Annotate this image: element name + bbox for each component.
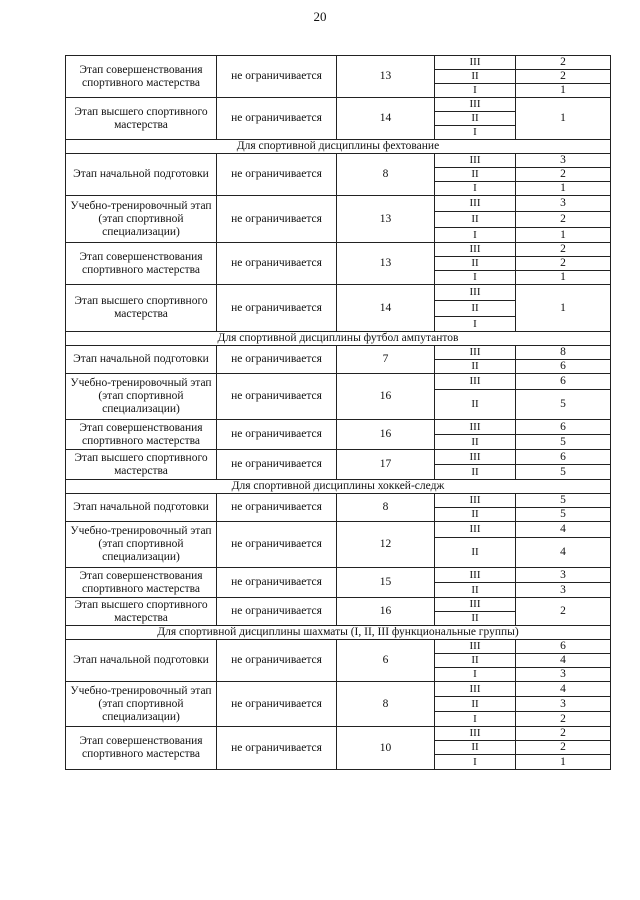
section-header: Для спортивной дисциплины хоккей-следж (66, 480, 611, 494)
class-cell: III (435, 374, 516, 390)
stage-cell: Этап начальной подготовки (66, 494, 217, 522)
value-cell: 5 (516, 465, 611, 480)
section-header: Для спортивной дисциплины фехтование (66, 140, 611, 154)
age-cell: 12 (337, 522, 435, 568)
page-number: 20 (313, 9, 327, 24)
class-cell: III (435, 568, 516, 583)
class-cell: I (435, 668, 516, 682)
limit-cell: не ограничивается (217, 598, 337, 626)
limit-cell: не ограничивается (217, 568, 337, 598)
limit-cell: не ограничивается (217, 243, 337, 285)
value-cell: 5 (516, 508, 611, 522)
value-cell: 6 (516, 450, 611, 465)
table-row (66, 568, 611, 583)
sports-stages-table (65, 55, 611, 770)
value-cell: 3 (516, 697, 611, 712)
stage-cell: Этап начальной подготовки (66, 640, 217, 682)
age-cell: 8 (337, 682, 435, 727)
class-cell: III (435, 420, 516, 435)
limit-cell: не ограничивается (217, 374, 337, 420)
table-row (66, 450, 611, 465)
stage-cell: Учебно-тренировочный этап (этап спортивной специализации) (66, 374, 217, 420)
stage-cell: Учебно-тренировочный этап (этап спортивной специализации) (66, 196, 217, 243)
class-cell: III (435, 98, 516, 112)
value-cell: 6 (516, 374, 611, 390)
value-cell: 4 (516, 682, 611, 697)
section-header: Для спортивной дисциплины шахматы (I, II, III функциональные группы) (66, 626, 611, 640)
value-cell: 1 (516, 285, 611, 332)
stage-cell: Этап совершенствования спортивного мастерства (66, 727, 217, 770)
stage-cell: Этап совершенствования спортивного мастерства (66, 568, 217, 598)
class-cell: II (435, 697, 516, 712)
table-row (66, 522, 611, 538)
class-cell: I (435, 182, 516, 196)
class-cell: III (435, 522, 516, 538)
class-cell: II (435, 508, 516, 522)
value-cell: 2 (516, 56, 611, 70)
stage-cell: Учебно-тренировочный этап (этап спортивной специализации) (66, 682, 217, 727)
class-cell: I (435, 84, 516, 98)
stage-cell: Учебно-тренировочный этап (этап спортивной специализации) (66, 522, 217, 568)
class-cell: I (435, 712, 516, 727)
class-cell: II (435, 360, 516, 374)
age-cell: 16 (337, 598, 435, 626)
value-cell: 5 (516, 494, 611, 508)
class-cell: III (435, 346, 516, 360)
table-row (66, 598, 611, 612)
limit-cell: не ограничивается (217, 522, 337, 568)
limit-cell: не ограничивается (217, 196, 337, 243)
stage-cell: Этап совершенствования спортивного мастерства (66, 56, 217, 98)
limit-cell: не ограничивается (217, 154, 337, 196)
class-cell: I (435, 126, 516, 140)
table-row (66, 494, 611, 508)
stage-cell: Этап совершенствования спортивного мастерства (66, 243, 217, 285)
value-cell: 3 (516, 154, 611, 168)
limit-cell: не ограничивается (217, 682, 337, 727)
age-cell: 8 (337, 154, 435, 196)
class-cell: II (435, 465, 516, 480)
class-cell: III (435, 243, 516, 257)
stage-cell: Этап начальной подготовки (66, 154, 217, 196)
value-cell: 4 (516, 538, 611, 568)
age-cell: 15 (337, 568, 435, 598)
value-cell: 2 (516, 727, 611, 741)
value-cell: 3 (516, 196, 611, 212)
table-row (66, 98, 611, 112)
stage-cell: Этап высшего спортивного мастерства (66, 598, 217, 626)
limit-cell: не ограничивается (217, 56, 337, 98)
class-cell: II (435, 654, 516, 668)
stage-cell: Этап высшего спортивного мастерства (66, 98, 217, 140)
stage-cell: Этап высшего спортивного мастерства (66, 450, 217, 480)
class-cell: III (435, 196, 516, 212)
value-cell: 2 (516, 243, 611, 257)
age-cell: 10 (337, 727, 435, 770)
class-cell: II (435, 612, 516, 626)
value-cell: 2 (516, 212, 611, 228)
value-cell: 5 (516, 390, 611, 420)
age-cell: 6 (337, 640, 435, 682)
class-cell: III (435, 682, 516, 697)
class-cell: II (435, 112, 516, 126)
limit-cell: не ограничивается (217, 420, 337, 450)
class-cell: II (435, 538, 516, 568)
value-cell: 8 (516, 346, 611, 360)
age-cell: 17 (337, 450, 435, 480)
value-cell: 1 (516, 755, 611, 770)
value-cell: 1 (516, 182, 611, 196)
class-cell: III (435, 640, 516, 654)
class-cell: III (435, 494, 516, 508)
class-cell: III (435, 56, 516, 70)
table-row (66, 420, 611, 435)
section-row (66, 480, 611, 494)
limit-cell: не ограничивается (217, 98, 337, 140)
limit-cell: не ограничивается (217, 450, 337, 480)
class-cell: II (435, 70, 516, 84)
class-cell: III (435, 450, 516, 465)
age-cell: 13 (337, 243, 435, 285)
table-row (66, 243, 611, 257)
class-cell: I (435, 317, 516, 332)
stage-cell: Этап начальной подготовки (66, 346, 217, 374)
value-cell: 6 (516, 640, 611, 654)
value-cell: 3 (516, 568, 611, 583)
table-row (66, 682, 611, 697)
class-cell: II (435, 301, 516, 317)
class-cell: II (435, 168, 516, 182)
value-cell: 5 (516, 435, 611, 450)
value-cell: 2 (516, 598, 611, 626)
table-row (66, 727, 611, 741)
class-cell: III (435, 727, 516, 741)
section-row (66, 140, 611, 154)
table-row (66, 346, 611, 360)
class-cell: III (435, 154, 516, 168)
value-cell: 3 (516, 668, 611, 682)
class-cell: II (435, 257, 516, 271)
class-cell: III (435, 598, 516, 612)
age-cell: 14 (337, 98, 435, 140)
age-cell: 8 (337, 494, 435, 522)
class-cell: II (435, 741, 516, 755)
limit-cell: не ограничивается (217, 494, 337, 522)
limit-cell: не ограничивается (217, 727, 337, 770)
class-cell: II (435, 212, 516, 228)
class-cell: I (435, 228, 516, 243)
value-cell: 1 (516, 98, 611, 140)
limit-cell: не ограничивается (217, 346, 337, 374)
table-row (66, 640, 611, 654)
value-cell: 6 (516, 420, 611, 435)
age-cell: 13 (337, 56, 435, 98)
class-cell: II (435, 583, 516, 598)
table-row (66, 374, 611, 390)
stage-cell: Этап высшего спортивного мастерства (66, 285, 217, 332)
section-header: Для спортивной дисциплины футбол ампутантов (66, 332, 611, 346)
age-cell: 16 (337, 420, 435, 450)
age-cell: 7 (337, 346, 435, 374)
class-cell: II (435, 390, 516, 420)
value-cell: 6 (516, 360, 611, 374)
table-row (66, 56, 611, 70)
age-cell: 13 (337, 196, 435, 243)
value-cell: 3 (516, 583, 611, 598)
value-cell: 4 (516, 654, 611, 668)
class-cell: I (435, 755, 516, 770)
class-cell: II (435, 435, 516, 450)
section-row (66, 332, 611, 346)
limit-cell: не ограничивается (217, 640, 337, 682)
age-cell: 16 (337, 374, 435, 420)
value-cell: 4 (516, 522, 611, 538)
value-cell: 2 (516, 741, 611, 755)
value-cell: 1 (516, 228, 611, 243)
class-cell: I (435, 271, 516, 285)
table-row (66, 196, 611, 212)
value-cell: 1 (516, 84, 611, 98)
stage-cell: Этап совершенствования спортивного мастерства (66, 420, 217, 450)
value-cell: 2 (516, 168, 611, 182)
class-cell: III (435, 285, 516, 301)
limit-cell: не ограничивается (217, 285, 337, 332)
value-cell: 2 (516, 257, 611, 271)
section-row (66, 626, 611, 640)
value-cell: 2 (516, 70, 611, 84)
age-cell: 14 (337, 285, 435, 332)
value-cell: 2 (516, 712, 611, 727)
table-row (66, 154, 611, 168)
table-row (66, 285, 611, 301)
value-cell: 1 (516, 271, 611, 285)
